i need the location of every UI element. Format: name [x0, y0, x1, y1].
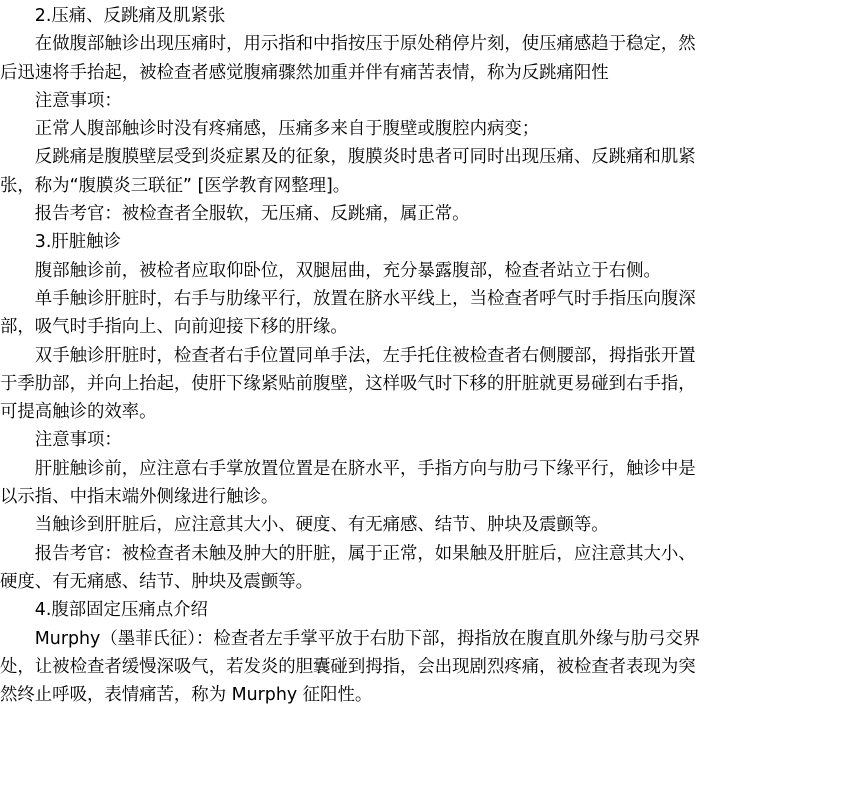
text-line: 部，吸气时手指向上、向前迎接下移的肝缘。 — [0, 317, 348, 338]
text-line: 注意事项： — [34, 430, 122, 451]
text-line: 报告考官：被检查者未触及肿大的肝脏，属于正常，如果触及肝脏后，应注意其大小、 — [34, 543, 696, 564]
paragraph-normal — [0, 115, 850, 143]
text-line: 2.压痛、反跳痛及肌紧张 — [34, 6, 226, 26]
text-line: 可提高触诊的效率。 — [0, 402, 157, 423]
paragraph-hand-placement — [0, 455, 850, 512]
paragraph-position — [0, 257, 850, 285]
text-line: 在做腹部触诊出现压痛时，用示指和中指按压于原处稍停片刻，使压痛感趋于稳定，然 — [34, 34, 696, 55]
heading-notes-liver — [0, 426, 850, 454]
text-line: 报告考官：被检查者全服软，无压痛、反跳痛，属正常。 — [34, 204, 470, 225]
paragraph-after-palpation — [0, 511, 850, 539]
text-line: 注意事项： — [34, 90, 122, 111]
paragraph-report-abdomen — [0, 200, 850, 228]
text-line: 4.腹部固定压痛点介绍 — [34, 600, 208, 621]
paragraph-two-hand — [0, 342, 850, 427]
text-line: 当触诊到肝脏后，应注意其大小、硬度、有无痛感、结节、肿块及震颤等。 — [34, 515, 609, 536]
text-line: 以示指、中指末端外侧缘进行触诊。 — [0, 487, 279, 508]
heading-notes — [0, 87, 850, 115]
text-line: 于季肋部，并向上抬起，使肝下缘紧贴前腹壁，这样吸气时下移的肝脏就更易碰到右手指， — [0, 373, 696, 394]
paragraph-report-liver — [0, 540, 850, 597]
paragraph-murphy-sign — [0, 625, 850, 710]
heading-fixed-tender-points — [0, 596, 850, 624]
text-line: 腹部触诊前，被检者应取仰卧位，双腿屈曲，充分暴露腹部，检查者站立于右侧。 — [34, 260, 661, 281]
text-line: 后迅速将手抬起，被检查者感觉腹痛骤然加重并伴有痛苦表情，称为反跳痛阳性 — [0, 62, 609, 83]
text-line: Murphy（墨菲氏征）：检查者左手掌平放于右肋下部，拇指放在腹直肌外缘与肋弓交界 — [34, 628, 701, 649]
text-line: 反跳痛是腹膜壁层受到炎症累及的征象，腹膜炎时患者可同时出现压痛、反跳痛和肌紧 — [34, 147, 696, 168]
text-line: 双手触诊肝脏时，检查者右手位置同单手法，左手托住被检查者右侧腰部，拇指张开置 — [34, 345, 696, 366]
text-line: 张，称为“腹膜炎三联征” [医学教育网整理]。 — [0, 175, 351, 196]
text-line: 正常人腹部触诊时没有疼痛感，压痛多来自于腹壁或腹腔内病变； — [34, 119, 540, 140]
text-line: 单手触诊肝脏时，右手与肋缘平行，放置在脐水平线上，当检查者呼气时手指压向腹深 — [34, 288, 696, 309]
text-line: 处，让被检查者缓慢深吸气，若发炎的胆囊碰到拇指，会出现剧烈疼痛，被检查者表现为突 — [0, 656, 696, 677]
paragraph-single-hand — [0, 285, 850, 342]
text-line: 肝脏触诊前，应注意右手掌放置位置是在脐水平，手指方向与肋弓下缘平行，触诊中是 — [34, 458, 696, 479]
text-line: 3.肝脏触诊 — [34, 232, 121, 253]
paragraph-peritonitis-triad — [0, 143, 850, 200]
text-line: 然终止呼吸，表情痛苦，称为 Murphy 征阳性。 — [0, 685, 373, 706]
heading-tenderness — [0, 2, 850, 30]
heading-liver-palpation — [0, 228, 850, 256]
text-line: 硬度、有无痛感、结节、肿块及震颤等。 — [0, 571, 314, 592]
document-body — [0, 2, 850, 709]
paragraph-rebound-test — [0, 30, 850, 87]
